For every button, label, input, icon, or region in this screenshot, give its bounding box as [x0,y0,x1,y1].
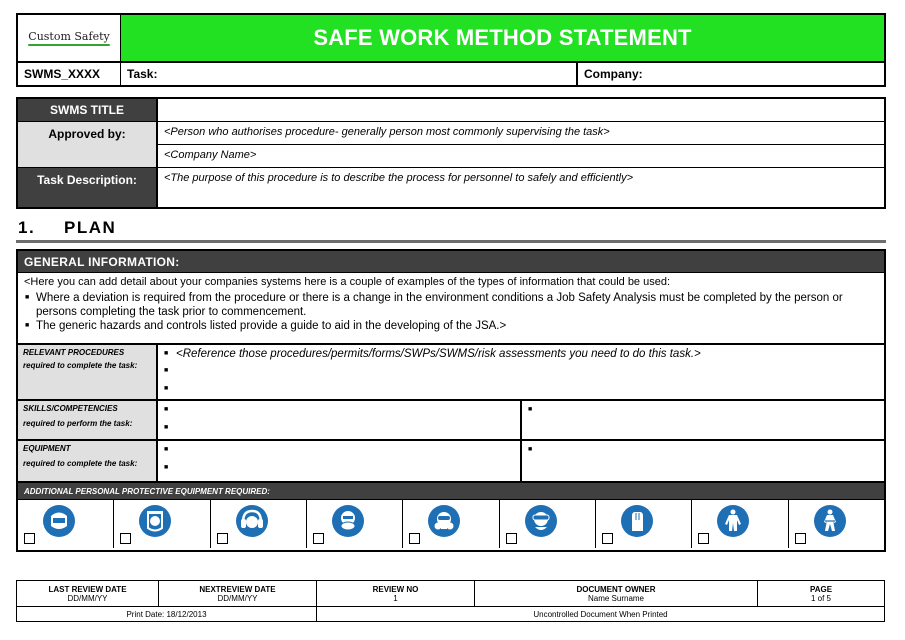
company-label: Company: [584,67,643,81]
footer-review-no [317,581,475,606]
welding-helmet-icon [42,504,76,538]
ppe-cell-gloves [596,500,692,548]
equipment-label [18,441,158,481]
skills-label-main: SKILLS/COMPETENCIES [23,404,118,413]
coveralls-icon [716,504,750,538]
next-review-label: NEXTREVIEW DATE [199,584,276,594]
approved-company-value[interactable]: <Company Name> [164,149,257,161]
procedures-item: ■ <Reference those procedures/permits/forms/SWPs/SWMS/risk assessments you need to do this task.> [164,347,878,361]
print-date: Print Date: 18/12/2013 [17,607,317,621]
skills-bullet [164,403,514,417]
header-meta-row [18,63,884,85]
equipment-field-left[interactable] [158,441,522,481]
hearing-protection-icon [235,504,269,538]
ppe-cell-dust-mask [307,500,403,548]
general-bullet: ■ Where a deviation is required from the procedure or there is a change in the environment conditions a Job Safety Analysis must be completed by the person or persons completing the task prior to commencement. [24,291,878,319]
swms-title-row [18,99,884,122]
footer-last-review [17,581,159,606]
last-review-value: DD/MM/YY [67,593,108,603]
procedures-item [164,364,878,378]
ppe-checkbox[interactable] [217,533,228,544]
ppe-checkbox[interactable] [698,533,709,544]
ppe-checkbox[interactable] [313,533,324,544]
document-footer [16,580,885,622]
ppe-row [18,500,884,548]
procedures-row [18,345,884,401]
face-shield-icon [138,504,172,538]
general-intro: <Here you can add detail about your companies systems here is a couple of examples of the types of information that could be used: [24,276,671,288]
procedures-label-sub: required to complete the task: [23,361,138,370]
general-information-header: GENERAL INFORMATION: [18,251,884,273]
logo-text: Custom Safety [28,30,109,46]
approved-by-values [158,122,884,167]
footer-doc-owner [475,581,758,606]
skills-field-left[interactable] [158,401,522,439]
high-visibility-icon [813,504,847,538]
dust-mask-icon [331,504,365,538]
general-information-box [16,249,886,552]
ppe-checkbox[interactable] [795,533,806,544]
task-field[interactable] [121,63,578,85]
equipment-bullet [528,443,878,457]
approved-by-row [18,122,884,168]
equipment-row [18,441,884,483]
footer-next-review [159,581,317,606]
skills-label-sub: required to perform the task: [23,419,133,428]
page-label: PAGE [809,584,833,594]
skills-bullet [164,421,514,435]
swms-title-value[interactable] [158,99,884,121]
page-value: 1 of 5 [810,593,831,603]
section-heading [18,218,116,238]
equipment-bullet [164,461,514,475]
ppe-checkbox[interactable] [602,533,613,544]
logo [18,15,121,61]
ppe-cell-safety-goggles [500,500,596,548]
footer-print-row [17,607,884,621]
swms-title-block [16,97,886,209]
equipment-label-sub: required to complete the task: [23,459,138,468]
general-information-text[interactable] [18,273,884,345]
company-field[interactable] [578,63,884,85]
footer-info-row [17,581,884,607]
ppe-cell-high-visibility [789,500,884,548]
document-title: SAFE WORK METHOD STATEMENT [121,15,884,61]
task-description-value[interactable]: <The purpose of this procedure is to describe the process for personnel to safely and efficiently> [164,172,633,184]
ppe-checkbox[interactable] [506,533,517,544]
approved-by-label: Approved by: [18,122,158,167]
footer-page [758,581,884,606]
general-bullet: ■ The generic hazards and controls listed provide a guide to aid in the developing of the JSA.> [24,319,878,333]
next-review-value: DD/MM/YY [217,593,258,603]
ppe-cell-welding-helmet [18,500,114,548]
task-label: Task: [127,67,158,81]
uncontrolled-notice: Uncontrolled Document When Printed [533,609,668,619]
approved-person-value[interactable]: <Person who authorises procedure- generally person most commonly supervising the task> [158,122,884,145]
ppe-cell-coveralls [692,500,788,548]
safety-goggles-icon [524,504,558,538]
ppe-checkbox[interactable] [24,533,35,544]
procedures-label-main: RELEVANT PROCEDURES [23,348,125,357]
equipment-bullet [164,443,514,457]
review-no-label: REVIEW NO [372,584,419,594]
general-bullets [24,291,878,333]
equipment-field-right[interactable] [522,441,884,481]
gloves-icon [620,504,654,538]
section-title: PLAN [64,218,117,237]
skills-row [18,401,884,441]
review-no-value: 1 [393,593,398,603]
doc-owner-label: DOCUMENT OWNER [576,584,656,594]
header-title-row [18,15,884,63]
doc-owner-value: Name Surname [587,593,645,603]
procedures-item [164,382,878,396]
ppe-cell-hearing-protection [211,500,307,548]
respirator-icon [427,504,461,538]
swms-id: SWMS_XXXX [18,63,121,85]
skills-field-right[interactable] [522,401,884,439]
task-description-row [18,168,884,207]
ppe-cell-respirator [403,500,499,548]
ppe-cell-face-shield [114,500,210,548]
last-review-label: LAST REVIEW DATE [48,584,127,594]
ppe-header: ADDITIONAL PERSONAL PROTECTIVE EQUIPMENT REQUIRED: [18,483,884,500]
section-number: 1. [18,218,36,237]
skills-bullet [528,403,878,417]
document-header [16,13,886,87]
swms-title-label: SWMS TITLE [18,99,158,121]
procedures-label [18,345,158,399]
ppe-checkbox[interactable] [409,533,420,544]
ppe-checkbox[interactable] [120,533,131,544]
equipment-label-main: EQUIPMENT [23,444,71,453]
skills-label [18,401,158,439]
task-description-label: Task Description: [18,168,158,207]
section-divider [16,240,886,243]
procedures-field[interactable] [158,345,884,399]
